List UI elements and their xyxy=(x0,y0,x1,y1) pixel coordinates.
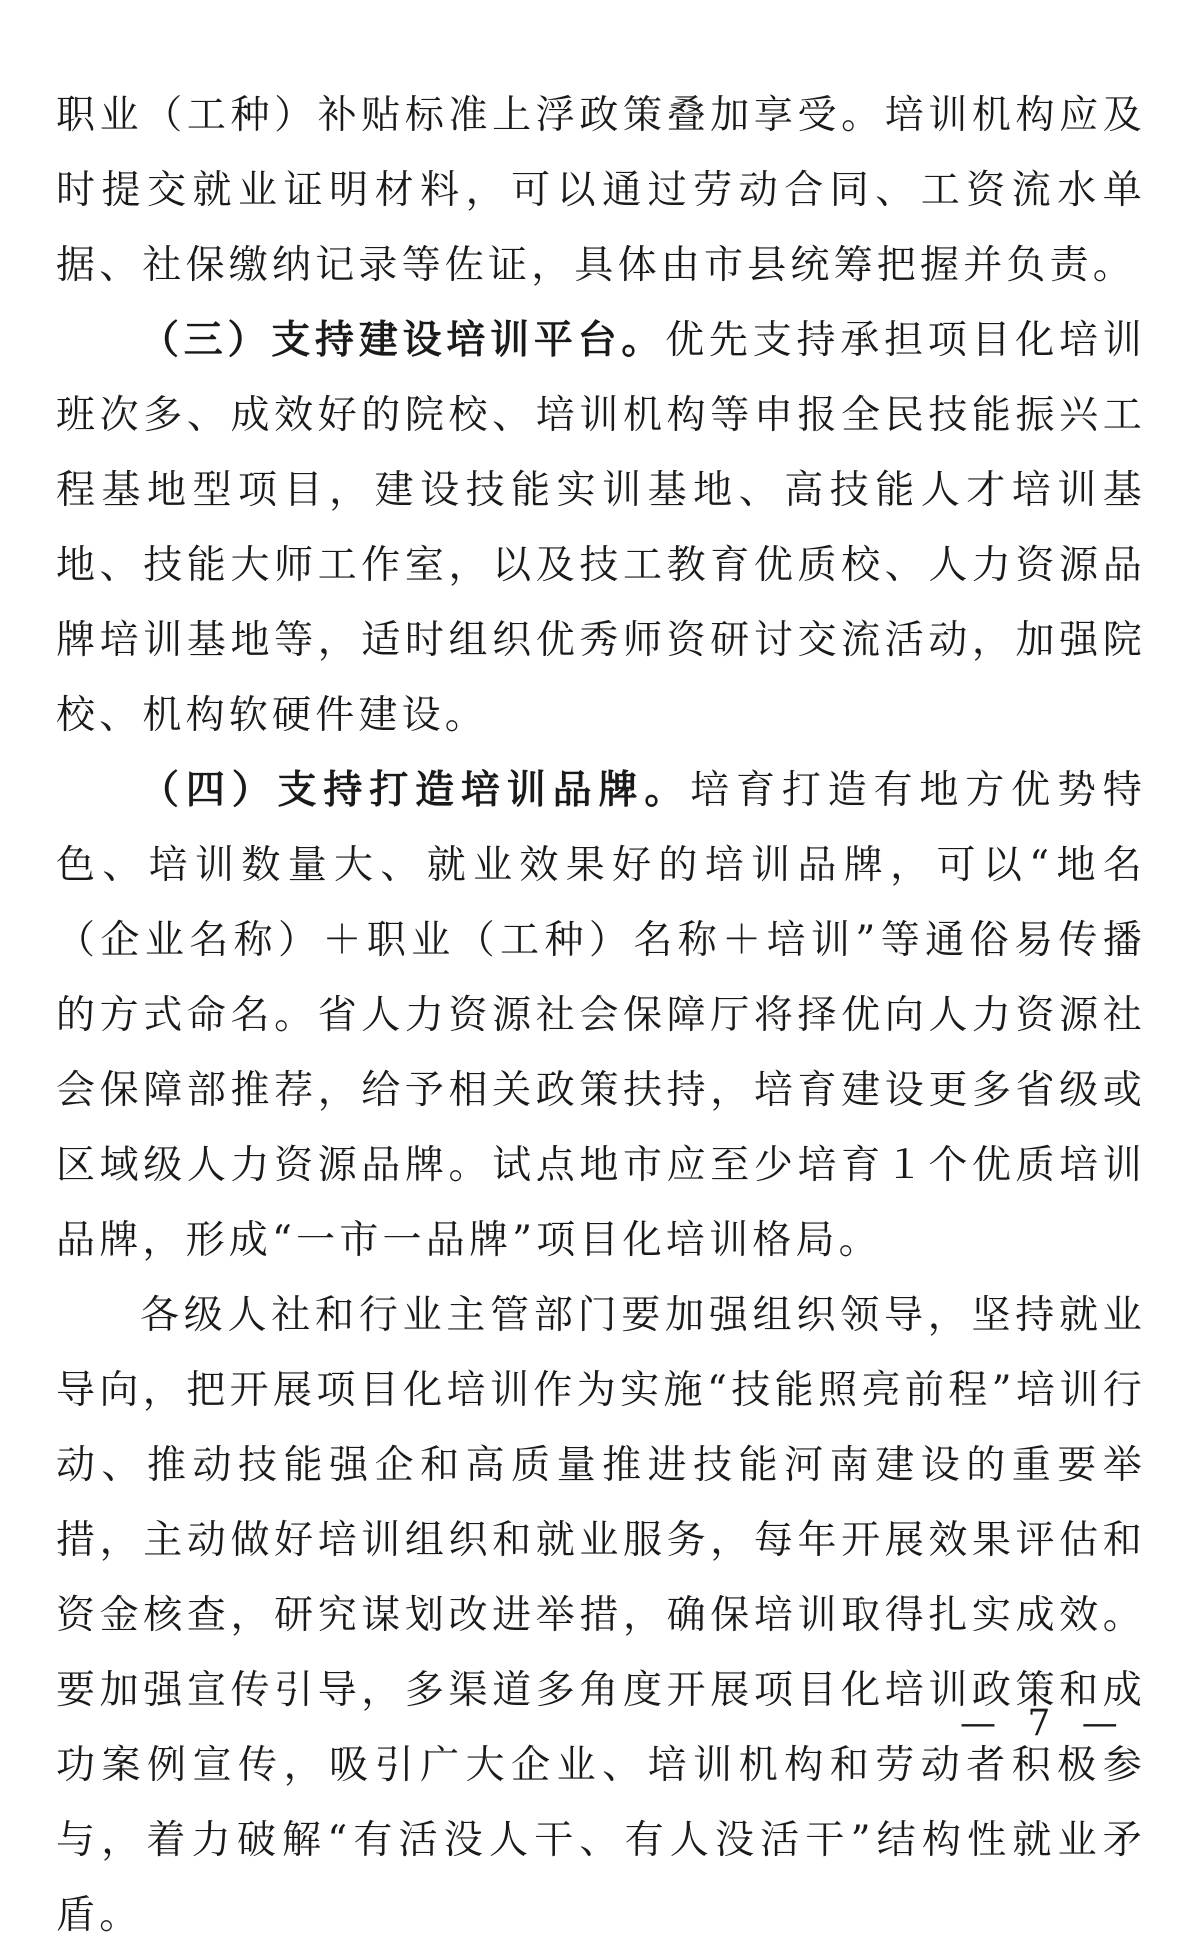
paragraph-text: 各级人社和行业主管部门要加强组织领导，坚持就业导向，把开展项目化培训作为实施“技能照亮前程”培训行动、推动技能强企和高质量推进技能河南建设的重要举措，主动做好培训组织和就业服务，每年开展效果评估和资金核查，研究谋划改进举措，确保培训取得扎实成效。要加强宣传引导，多渠道多角度开展项目化培训政策和成功案例宣传，吸引广大企业、培训机构和劳动者积极参与，着力破解“有活没人干、有人没活干”结构性就业矛盾。 xyxy=(56,1293,1146,1938)
paragraph-text: 优先支持承担项目化培训班次多、成效好的院校、培训机构等申报全民技能振兴工程基地型项目，建设技能实训基地、高技能人才培训基地、技能大师工作室，以及技工教育优质校、人力资源品牌培训基地等，适时组织优秀师资研讨交流活动，加强院校、机构软硬件建设。 xyxy=(56,318,1147,738)
paragraph-closing xyxy=(56,1278,1146,1953)
paragraph-section-4 xyxy=(56,753,1146,1278)
paragraph-text: 职业（工种）补贴标准上浮政策叠加享受。培训机构应及时提交就业证明材料，可以通过劳动合同、工资流水单据、社保缴纳记录等佐证，具体由市县统筹把握并负责。 xyxy=(56,93,1146,288)
section-heading: （四）支持打造培训品牌。 xyxy=(140,767,691,813)
paragraph-text: 培育打造有地方优势特色、培训数量大、就业效果好的培训品牌，可以“地名（企业名称）＋职业（工种）名称＋培训”等通俗易传播的方式命名。省人力资源社会保障厅将择优向人力资源社会保障部推荐，给予相关政策扶持，培育建设更多省级或区域级人力资源品牌。试点地市应至少培育１个优质培训品牌，形成“一市一品牌”项目化培训格局。 xyxy=(56,768,1146,1263)
document-body xyxy=(56,78,1146,1953)
paragraph-continuation xyxy=(56,78,1146,303)
paragraph-section-3 xyxy=(56,303,1146,753)
page-number: — 7 — xyxy=(960,1703,1128,1744)
section-heading: （三）支持建设培训平台。 xyxy=(140,317,666,363)
